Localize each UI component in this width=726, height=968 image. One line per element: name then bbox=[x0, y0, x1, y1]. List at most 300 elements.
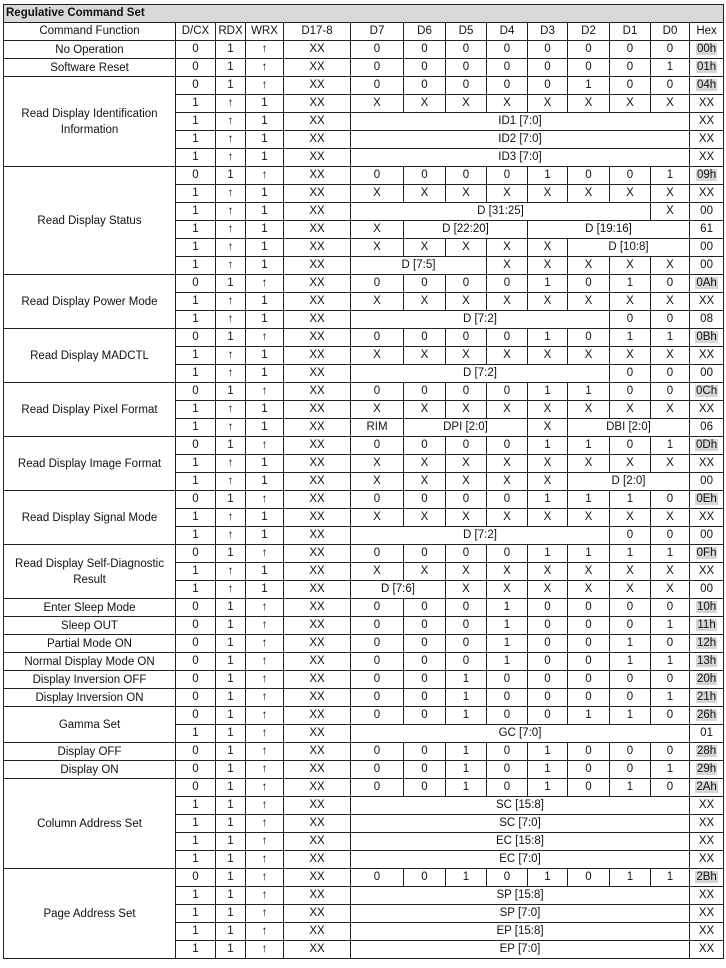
dcx-value: 0 bbox=[176, 491, 216, 509]
bit-value: X bbox=[568, 185, 610, 203]
command-hex-code: 13h bbox=[696, 655, 717, 667]
bit-value: X bbox=[351, 563, 404, 581]
wrx-value: ↑ bbox=[246, 923, 284, 941]
bit-value: 0 bbox=[404, 545, 446, 563]
bit-value: 0 bbox=[487, 707, 528, 725]
bit-value: X bbox=[404, 401, 446, 419]
bit-value: 0 bbox=[404, 59, 446, 77]
hex-value: 00 bbox=[700, 367, 713, 379]
table-row bbox=[4, 869, 724, 887]
column-header: Command Function bbox=[4, 23, 176, 41]
bit-value: X bbox=[568, 95, 610, 113]
hex-cell bbox=[690, 797, 724, 815]
hex-cell bbox=[690, 167, 724, 185]
bit-value: 0 bbox=[351, 545, 404, 563]
command-hex-code: 29h bbox=[696, 763, 717, 775]
d17-8-value: XX bbox=[284, 653, 351, 671]
bit-value: 0 bbox=[651, 635, 690, 653]
dcx-value: 0 bbox=[176, 77, 216, 95]
bit-value: 1 bbox=[651, 869, 690, 887]
bit-field-span: DBI [2:0] bbox=[568, 419, 690, 437]
bit-value: X bbox=[568, 509, 610, 527]
hex-cell bbox=[690, 437, 724, 455]
table-row bbox=[4, 671, 724, 689]
rdx-value: 1 bbox=[216, 689, 246, 707]
command-function-name: No Operation bbox=[4, 41, 176, 59]
wrx-value: ↑ bbox=[246, 779, 284, 797]
hex-cell bbox=[690, 617, 724, 635]
bit-field-span: EP [15:8] bbox=[351, 923, 690, 941]
command-function-name: Normal Display Mode ON bbox=[4, 653, 176, 671]
bit-value: 0 bbox=[568, 743, 610, 761]
bit-value: 0 bbox=[404, 869, 446, 887]
bit-value: X bbox=[610, 185, 651, 203]
bit-value: X bbox=[404, 95, 446, 113]
rdx-value: 1 bbox=[216, 383, 246, 401]
rdx-value: 1 bbox=[216, 905, 246, 923]
table-row bbox=[4, 41, 724, 59]
bit-value: 0 bbox=[351, 779, 404, 797]
bit-value: 0 bbox=[446, 599, 487, 617]
bit-value: 1 bbox=[528, 383, 568, 401]
bit-value: X bbox=[610, 509, 651, 527]
bit-field-span: D [19:16] bbox=[528, 221, 690, 239]
bit-value: 0 bbox=[487, 761, 528, 779]
hex-value: XX bbox=[698, 97, 715, 109]
rdx-value: ↑ bbox=[216, 221, 246, 239]
bit-value: X bbox=[487, 581, 528, 599]
bit-value: 1 bbox=[528, 437, 568, 455]
bit-value: 0 bbox=[528, 635, 568, 653]
wrx-value: 1 bbox=[246, 149, 284, 167]
dcx-value: 1 bbox=[176, 509, 216, 527]
bit-value: 0 bbox=[404, 761, 446, 779]
column-header: D3 bbox=[528, 23, 568, 41]
hex-cell bbox=[690, 149, 724, 167]
rdx-value: 1 bbox=[216, 887, 246, 905]
bit-value: X bbox=[446, 455, 487, 473]
bit-value: X bbox=[351, 473, 404, 491]
table-row bbox=[4, 329, 724, 347]
bit-value: X bbox=[651, 203, 690, 221]
column-header-row bbox=[4, 23, 724, 41]
rdx-value: 1 bbox=[216, 869, 246, 887]
d17-8-value: XX bbox=[284, 293, 351, 311]
bit-value: 1 bbox=[446, 743, 487, 761]
rdx-value: 1 bbox=[216, 833, 246, 851]
bit-value: 1 bbox=[528, 743, 568, 761]
bit-value: X bbox=[528, 257, 568, 275]
dcx-value: 0 bbox=[176, 671, 216, 689]
bit-value: 0 bbox=[610, 437, 651, 455]
rdx-value: ↑ bbox=[216, 95, 246, 113]
wrx-value: ↑ bbox=[246, 797, 284, 815]
hex-value: 01 bbox=[700, 727, 713, 739]
bit-value: 0 bbox=[351, 707, 404, 725]
d17-8-value: XX bbox=[284, 131, 351, 149]
d17-8-value: XX bbox=[284, 599, 351, 617]
bit-value: X bbox=[528, 509, 568, 527]
bit-value: 0 bbox=[404, 437, 446, 455]
rdx-value: 1 bbox=[216, 761, 246, 779]
hex-value: XX bbox=[698, 151, 715, 163]
bit-value: 0 bbox=[487, 869, 528, 887]
rdx-value: ↑ bbox=[216, 131, 246, 149]
bit-value: X bbox=[404, 455, 446, 473]
d17-8-value: XX bbox=[284, 923, 351, 941]
column-header: D2 bbox=[568, 23, 610, 41]
rdx-value: 1 bbox=[216, 743, 246, 761]
table-title-row bbox=[4, 5, 724, 23]
wrx-value: ↑ bbox=[246, 383, 284, 401]
bit-value: X bbox=[487, 185, 528, 203]
dcx-value: 1 bbox=[176, 455, 216, 473]
bit-value: X bbox=[528, 473, 568, 491]
bit-value: 0 bbox=[351, 167, 404, 185]
bit-value: 0 bbox=[651, 743, 690, 761]
bit-value: X bbox=[351, 401, 404, 419]
hex-value: XX bbox=[698, 817, 715, 829]
d17-8-value: XX bbox=[284, 419, 351, 437]
bit-field-span: EP [7:0] bbox=[351, 941, 690, 959]
dcx-value: 0 bbox=[176, 59, 216, 77]
bit-value: X bbox=[351, 185, 404, 203]
rdx-value: ↑ bbox=[216, 113, 246, 131]
command-hex-code: 20h bbox=[696, 673, 717, 685]
bit-value: 0 bbox=[446, 77, 487, 95]
wrx-value: ↑ bbox=[246, 653, 284, 671]
table-row bbox=[4, 383, 724, 401]
command-function-name: Read Display Identification Information bbox=[4, 77, 176, 167]
bit-value: X bbox=[446, 473, 487, 491]
bit-value: X bbox=[528, 239, 568, 257]
bit-value: 1 bbox=[568, 545, 610, 563]
bit-value: 0 bbox=[528, 617, 568, 635]
bit-value: 0 bbox=[487, 437, 528, 455]
table-row bbox=[4, 77, 724, 95]
dcx-value: 0 bbox=[176, 617, 216, 635]
bit-value: 0 bbox=[568, 761, 610, 779]
command-function-name: Partial Mode ON bbox=[4, 635, 176, 653]
bit-value: 1 bbox=[651, 59, 690, 77]
dcx-value: 1 bbox=[176, 311, 216, 329]
d17-8-value: XX bbox=[284, 95, 351, 113]
bit-value: 1 bbox=[610, 491, 651, 509]
regulative-command-set-table bbox=[3, 4, 724, 959]
dcx-value: 0 bbox=[176, 437, 216, 455]
bit-value: 0 bbox=[404, 383, 446, 401]
bit-value: X bbox=[528, 581, 568, 599]
rdx-value: ↑ bbox=[216, 239, 246, 257]
bit-value: 1 bbox=[651, 689, 690, 707]
bit-value: 1 bbox=[528, 869, 568, 887]
rdx-value: 1 bbox=[216, 275, 246, 293]
table-row bbox=[4, 653, 724, 671]
hex-cell bbox=[690, 671, 724, 689]
wrx-value: 1 bbox=[246, 401, 284, 419]
hex-cell bbox=[690, 59, 724, 77]
table-row bbox=[4, 437, 724, 455]
d17-8-value: XX bbox=[284, 815, 351, 833]
rdx-value: 1 bbox=[216, 851, 246, 869]
bit-value: 0 bbox=[446, 383, 487, 401]
bit-value: 0 bbox=[651, 779, 690, 797]
wrx-value: ↑ bbox=[246, 869, 284, 887]
bit-value: 1 bbox=[487, 599, 528, 617]
bit-value: X bbox=[528, 293, 568, 311]
rdx-value: 1 bbox=[216, 167, 246, 185]
bit-field-span: DPI [2:0] bbox=[404, 419, 528, 437]
dcx-value: 0 bbox=[176, 635, 216, 653]
hex-cell bbox=[690, 527, 724, 545]
bit-value: 1 bbox=[487, 617, 528, 635]
bit-value: X bbox=[528, 185, 568, 203]
bit-value: 0 bbox=[528, 41, 568, 59]
bit-value: 0 bbox=[404, 743, 446, 761]
table-row bbox=[4, 635, 724, 653]
command-set-table-container bbox=[3, 4, 724, 959]
bit-value: 0 bbox=[487, 329, 528, 347]
bit-value: 0 bbox=[446, 653, 487, 671]
d17-8-value: XX bbox=[284, 347, 351, 365]
bit-value: 1 bbox=[446, 689, 487, 707]
wrx-value: 1 bbox=[246, 473, 284, 491]
bit-value: X bbox=[610, 563, 651, 581]
bit-field-span: ID2 [7:0] bbox=[351, 131, 690, 149]
table-row bbox=[4, 491, 724, 509]
d17-8-value: XX bbox=[284, 527, 351, 545]
bit-field-span: D [7:2] bbox=[351, 527, 610, 545]
command-hex-code: 28h bbox=[696, 745, 717, 757]
hex-value: XX bbox=[698, 925, 715, 937]
bit-value: 1 bbox=[651, 437, 690, 455]
hex-cell bbox=[690, 95, 724, 113]
hex-cell bbox=[690, 77, 724, 95]
wrx-value: ↑ bbox=[246, 617, 284, 635]
wrx-value: ↑ bbox=[246, 41, 284, 59]
wrx-value: 1 bbox=[246, 257, 284, 275]
bit-value: 0 bbox=[351, 41, 404, 59]
command-function-name: Software Reset bbox=[4, 59, 176, 77]
bit-value: 0 bbox=[610, 311, 651, 329]
bit-value: 0 bbox=[568, 41, 610, 59]
dcx-value: 1 bbox=[176, 833, 216, 851]
rdx-value: ↑ bbox=[216, 419, 246, 437]
dcx-value: 0 bbox=[176, 869, 216, 887]
d17-8-value: XX bbox=[284, 365, 351, 383]
table-row bbox=[4, 689, 724, 707]
bit-value: X bbox=[446, 293, 487, 311]
dcx-value: 1 bbox=[176, 257, 216, 275]
wrx-value: ↑ bbox=[246, 941, 284, 959]
wrx-value: ↑ bbox=[246, 905, 284, 923]
bit-value: 1 bbox=[487, 635, 528, 653]
bit-value: 0 bbox=[568, 671, 610, 689]
bit-value: 1 bbox=[568, 383, 610, 401]
bit-value: X bbox=[446, 347, 487, 365]
rdx-value: ↑ bbox=[216, 149, 246, 167]
bit-value: 0 bbox=[651, 707, 690, 725]
bit-value: X bbox=[404, 293, 446, 311]
rdx-value: 1 bbox=[216, 797, 246, 815]
d17-8-value: XX bbox=[284, 509, 351, 527]
hex-value: 00 bbox=[700, 583, 713, 595]
hex-cell bbox=[690, 887, 724, 905]
bit-field-span: D [22:20] bbox=[404, 221, 528, 239]
rdx-value: ↑ bbox=[216, 563, 246, 581]
bit-value: 0 bbox=[487, 59, 528, 77]
rdx-value: ↑ bbox=[216, 581, 246, 599]
bit-value: 0 bbox=[610, 77, 651, 95]
bit-field-span: EC [7:0] bbox=[351, 851, 690, 869]
bit-value: 0 bbox=[568, 869, 610, 887]
rdx-value: 1 bbox=[216, 41, 246, 59]
bit-field-span: GC [7:0] bbox=[351, 725, 690, 743]
bit-value: 0 bbox=[651, 383, 690, 401]
dcx-value: 0 bbox=[176, 275, 216, 293]
wrx-value: 1 bbox=[246, 581, 284, 599]
d17-8-value: XX bbox=[284, 905, 351, 923]
bit-value: 0 bbox=[610, 59, 651, 77]
wrx-value: 1 bbox=[246, 419, 284, 437]
bit-value: X bbox=[351, 293, 404, 311]
bit-value: X bbox=[651, 293, 690, 311]
dcx-value: 1 bbox=[176, 401, 216, 419]
rdx-value: ↑ bbox=[216, 509, 246, 527]
d17-8-value: XX bbox=[284, 671, 351, 689]
dcx-value: 0 bbox=[176, 779, 216, 797]
bit-value: X bbox=[610, 401, 651, 419]
bit-value: 1 bbox=[528, 491, 568, 509]
wrx-value: ↑ bbox=[246, 491, 284, 509]
command-function-name: Display OFF bbox=[4, 743, 176, 761]
wrx-value: ↑ bbox=[246, 77, 284, 95]
bit-value: 0 bbox=[487, 545, 528, 563]
bit-field-span: D [7:2] bbox=[351, 365, 610, 383]
hex-value: XX bbox=[698, 133, 715, 145]
dcx-value: 1 bbox=[176, 905, 216, 923]
bit-value: X bbox=[487, 509, 528, 527]
bit-value: 1 bbox=[568, 437, 610, 455]
dcx-value: 1 bbox=[176, 347, 216, 365]
hex-cell bbox=[690, 311, 724, 329]
bit-value: 1 bbox=[610, 779, 651, 797]
bit-value: 0 bbox=[351, 329, 404, 347]
bit-value: 0 bbox=[446, 545, 487, 563]
hex-cell bbox=[690, 923, 724, 941]
command-function-name: Column Address Set bbox=[4, 779, 176, 869]
bit-value: 0 bbox=[610, 383, 651, 401]
hex-cell bbox=[690, 635, 724, 653]
bit-field-span: D [2:0] bbox=[568, 473, 690, 491]
d17-8-value: XX bbox=[284, 743, 351, 761]
wrx-value: ↑ bbox=[246, 725, 284, 743]
dcx-value: 0 bbox=[176, 41, 216, 59]
bit-value: X bbox=[651, 401, 690, 419]
bit-value: 0 bbox=[568, 275, 610, 293]
bit-value: 1 bbox=[610, 275, 651, 293]
command-hex-code: 21h bbox=[696, 691, 717, 703]
dcx-value: 0 bbox=[176, 689, 216, 707]
wrx-value: 1 bbox=[246, 563, 284, 581]
hex-value: XX bbox=[698, 907, 715, 919]
bit-value: X bbox=[446, 509, 487, 527]
hex-cell bbox=[690, 113, 724, 131]
hex-cell bbox=[690, 239, 724, 257]
wrx-value: ↑ bbox=[246, 545, 284, 563]
bit-value: X bbox=[528, 401, 568, 419]
d17-8-value: XX bbox=[284, 311, 351, 329]
table-row bbox=[4, 599, 724, 617]
command-function-name: Read Display Pixel Format bbox=[4, 383, 176, 437]
bit-value: 1 bbox=[487, 653, 528, 671]
hex-value: 00 bbox=[700, 241, 713, 253]
d17-8-value: XX bbox=[284, 401, 351, 419]
bit-value: 0 bbox=[404, 41, 446, 59]
wrx-value: 1 bbox=[246, 113, 284, 131]
rdx-value: ↑ bbox=[216, 401, 246, 419]
hex-value: 61 bbox=[700, 223, 713, 235]
bit-value: 0 bbox=[528, 599, 568, 617]
hex-cell bbox=[690, 581, 724, 599]
bit-value: 1 bbox=[651, 545, 690, 563]
hex-cell bbox=[690, 473, 724, 491]
bit-value: 1 bbox=[651, 617, 690, 635]
rdx-value: 1 bbox=[216, 815, 246, 833]
command-function-name: Display Inversion ON bbox=[4, 689, 176, 707]
bit-value: 0 bbox=[487, 77, 528, 95]
bit-value: X bbox=[528, 347, 568, 365]
wrx-value: ↑ bbox=[246, 329, 284, 347]
d17-8-value: XX bbox=[284, 77, 351, 95]
command-function-name: Gamma Set bbox=[4, 707, 176, 743]
bit-value: 0 bbox=[568, 329, 610, 347]
bit-value: 1 bbox=[446, 707, 487, 725]
wrx-value: ↑ bbox=[246, 887, 284, 905]
bit-value: 0 bbox=[610, 743, 651, 761]
dcx-value: 1 bbox=[176, 887, 216, 905]
rdx-value: 1 bbox=[216, 923, 246, 941]
bit-value: 0 bbox=[351, 635, 404, 653]
bit-value: X bbox=[651, 581, 690, 599]
bit-value: X bbox=[610, 347, 651, 365]
hex-cell bbox=[690, 653, 724, 671]
dcx-value: 1 bbox=[176, 113, 216, 131]
bit-value: X bbox=[568, 563, 610, 581]
hex-cell bbox=[690, 491, 724, 509]
bit-value: 0 bbox=[568, 617, 610, 635]
bit-value: X bbox=[651, 185, 690, 203]
bit-value: 0 bbox=[446, 437, 487, 455]
bit-value: 0 bbox=[651, 599, 690, 617]
bit-value: 0 bbox=[446, 635, 487, 653]
rdx-value: ↑ bbox=[216, 293, 246, 311]
bit-value: X bbox=[487, 95, 528, 113]
bit-value: 0 bbox=[351, 77, 404, 95]
dcx-value: 1 bbox=[176, 239, 216, 257]
bit-value: 0 bbox=[404, 617, 446, 635]
bit-field-span: D [10:8] bbox=[568, 239, 690, 257]
bit-value: 0 bbox=[351, 869, 404, 887]
bit-value: X bbox=[351, 221, 404, 239]
command-hex-code: 0Eh bbox=[696, 493, 717, 505]
bit-value: X bbox=[446, 185, 487, 203]
bit-value: X bbox=[651, 563, 690, 581]
command-function-name: Page Address Set bbox=[4, 869, 176, 959]
bit-value: X bbox=[610, 95, 651, 113]
rdx-value: 1 bbox=[216, 329, 246, 347]
bit-value: X bbox=[651, 95, 690, 113]
